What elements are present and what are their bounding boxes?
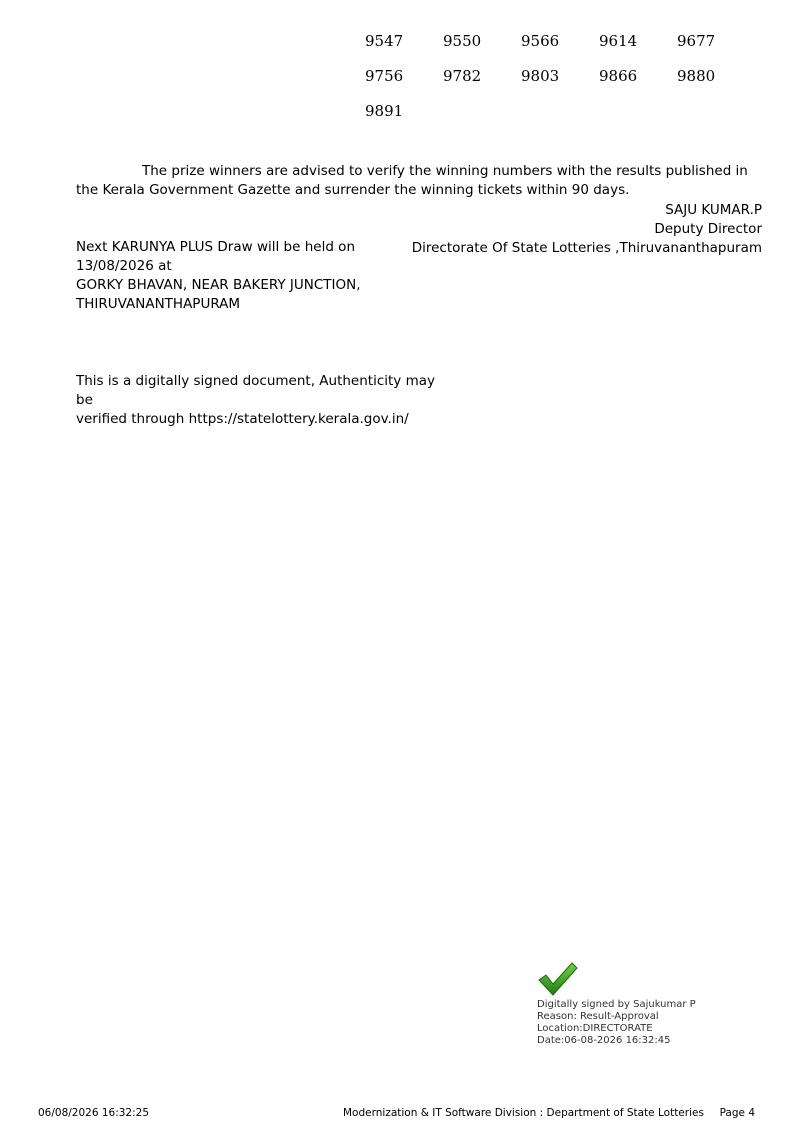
winning-numbers-grid	[365, 31, 755, 121]
footer-division: Modernization & IT Software Division : Department of State Lotteries	[343, 1107, 704, 1119]
ticket-number: 9614	[599, 32, 638, 50]
ticket-number: 9891	[365, 102, 404, 120]
digital-note-url-line: verified through https://statelottery.kerala.gov.in/	[76, 411, 409, 427]
signature-date: Date:06-08-2026 16:32:45	[537, 1035, 671, 1046]
ticket-number: 9866	[599, 67, 638, 85]
signature-location: Location:DIRECTORATE	[537, 1023, 653, 1034]
ticket-number: 9677	[677, 32, 716, 50]
signature-reason: Reason: Result-Approval	[537, 1011, 659, 1022]
ticket-number: 9566	[521, 32, 560, 50]
ticket-number: 9880	[677, 67, 716, 85]
footer-timestamp: 06/08/2026 16:32:25	[38, 1107, 150, 1119]
signatory-office: Directorate Of State Lotteries ,Thiruvananthapuram	[411, 240, 762, 256]
digital-note-line: This is a digitally signed document, Authenticity may be	[76, 373, 435, 408]
advice-text: The prize winners are advised to verify the winning numbers with the results published in the Kerala Government Gazette and surrender the winning tickets within 90 days.	[76, 163, 748, 198]
winner-advice-paragraph	[76, 162, 766, 200]
ticket-number: 9782	[443, 67, 482, 85]
signatory-designation: Deputy Director	[654, 221, 762, 237]
digital-signature-note	[76, 372, 456, 429]
ticket-number: 9803	[521, 67, 560, 85]
signatory-block	[412, 201, 762, 258]
digital-signature-stamp	[537, 961, 696, 1047]
ticket-number: 9550	[443, 32, 482, 50]
next-draw-venue: GORKY BHAVAN, NEAR BAKERY JUNCTION,	[76, 277, 361, 293]
next-draw-info	[76, 238, 436, 314]
signed-by: Digitally signed by Sajukumar P	[537, 999, 696, 1010]
footer-page-number: Page 4	[719, 1107, 755, 1119]
green-checkmark-icon	[537, 961, 579, 997]
next-draw-city: THIRUVANANTHAPURAM	[76, 296, 241, 312]
ticket-number: 9756	[365, 67, 404, 85]
ticket-number: 9547	[365, 32, 404, 50]
signatory-name: SAJU KUMAR.P	[665, 202, 762, 218]
signature-details	[537, 999, 696, 1047]
next-draw-line: Next KARUNYA PLUS Draw will be held on 13/08/2026 at	[76, 239, 355, 274]
